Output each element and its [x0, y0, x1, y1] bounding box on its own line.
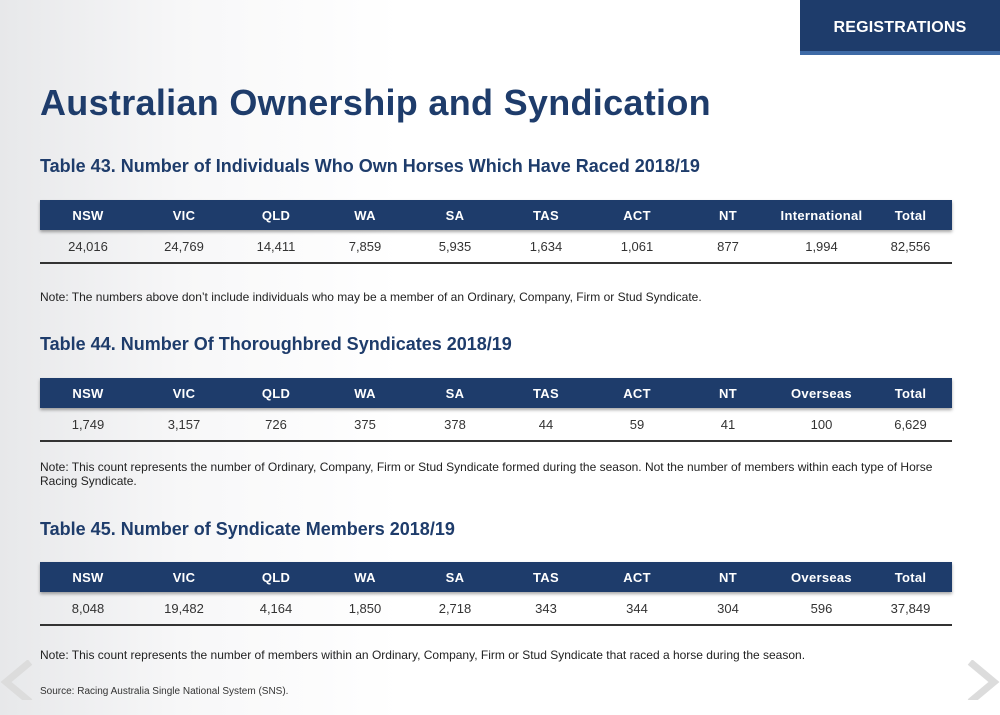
table-cell: 343 — [535, 600, 557, 616]
table-cell: 37,849 — [890, 600, 931, 616]
table-43-title: Table 43. Number of Individuals Who Own Horses Which Have Raced 2018/19 — [40, 156, 700, 176]
table-cell: 1,749 — [71, 416, 105, 432]
header-cell: SA — [445, 569, 465, 585]
table-45 — [40, 562, 952, 626]
header-cell: NT — [719, 207, 737, 223]
table-cell: 378 — [444, 416, 466, 432]
header-cell: WA — [354, 385, 376, 401]
table-cell: 8,048 — [71, 600, 105, 616]
header-cell: VIC — [172, 207, 196, 223]
header-cell: QLD — [261, 385, 291, 401]
table-cell: 1,061 — [620, 238, 654, 254]
header-cell: Overseas — [791, 385, 852, 401]
chevron-right-icon[interactable] — [960, 660, 1000, 700]
table-cell: 726 — [265, 416, 287, 432]
table-cell: 3,157 — [167, 416, 201, 432]
table-44-title: Table 44. Number Of Thoroughbred Syndicates 2018/19 — [40, 334, 512, 354]
table-43-note: Note: The numbers above don’t include individuals who may be a member of an Ordinary, Company, Firm or Stud Syndicate. — [40, 290, 702, 304]
table-cell: 877 — [717, 238, 739, 254]
table-cell: 24,769 — [164, 238, 204, 254]
table-row — [40, 408, 952, 442]
header-cell: NSW — [72, 569, 104, 585]
header-cell: SA — [445, 385, 465, 401]
header-cell: Total — [894, 207, 927, 223]
source-note: Source: Racing Australia Single National System (SNS). — [40, 686, 289, 697]
header-cell: SA — [445, 207, 465, 223]
table-cell: 2,718 — [438, 600, 472, 616]
table-cell: 7,859 — [348, 238, 382, 254]
table-cell: 4,164 — [259, 600, 293, 616]
header-cell: VIC — [172, 385, 196, 401]
table-45-note: Note: This count represents the number of members within an Ordinary, Company, Firm or Stud Syndicate that raced a horse during the season. — [40, 648, 806, 662]
table-cell: 1,634 — [529, 238, 563, 254]
header-cell: Total — [894, 385, 927, 401]
table-header-row — [40, 562, 952, 592]
header-cell: TAS — [533, 385, 559, 401]
table-row — [40, 230, 952, 264]
header-cell: NT — [719, 385, 737, 401]
table-cell: 6,629 — [894, 416, 927, 432]
table-cell: 1,994 — [805, 238, 838, 254]
header-cell: WA — [354, 207, 376, 223]
table-cell: 596 — [810, 600, 833, 616]
header-cell: ACT — [623, 385, 651, 401]
table-cell: 82,556 — [890, 238, 931, 254]
page-title: Australian Ownership and Syndication — [40, 82, 711, 123]
table-header-row — [40, 200, 952, 230]
header-cell: TAS — [533, 569, 559, 585]
header-cell: TAS — [533, 207, 559, 223]
table-cell: 375 — [354, 416, 376, 432]
table-cell: 19,482 — [164, 600, 204, 616]
table-44-note: Note: This count represents the number of Ordinary, Company, Firm or Stud Syndicate formed during the season. Not the number of members within each type of Horse Racing Syndicate. — [40, 460, 933, 488]
header-cell: NSW — [72, 207, 104, 223]
table-cell: 44 — [538, 416, 554, 432]
table-cell: 344 — [626, 600, 648, 616]
header-cell: ACT — [623, 569, 651, 585]
header-cell: NSW — [72, 385, 104, 401]
header-cell: NT — [719, 569, 737, 585]
table-cell: 304 — [717, 600, 739, 616]
table-cell: 41 — [720, 416, 736, 432]
header-cell: ACT — [623, 207, 651, 223]
header-cell: International — [780, 207, 863, 223]
section-tab: REGISTRATIONS — [800, 0, 1000, 55]
header-cell: QLD — [261, 569, 291, 585]
table-cell: 1,850 — [348, 600, 382, 616]
header-cell: VIC — [172, 569, 196, 585]
table-row — [40, 592, 952, 626]
header-cell: Overseas — [791, 569, 852, 585]
table-header-row — [40, 378, 952, 408]
header-cell: WA — [354, 569, 376, 585]
table-44 — [40, 378, 952, 442]
chevron-left-icon[interactable] — [0, 660, 40, 700]
table-45-title: Table 45. Number of Syndicate Members 2018/19 — [40, 519, 455, 539]
table-cell: 100 — [810, 416, 833, 432]
header-cell: Total — [894, 569, 927, 585]
header-cell: QLD — [261, 207, 291, 223]
table-cell: 14,411 — [256, 238, 296, 254]
table-cell: 59 — [629, 416, 645, 432]
table-cell: 24,016 — [68, 238, 108, 254]
table-43 — [40, 200, 952, 264]
table-cell: 5,935 — [438, 238, 472, 254]
